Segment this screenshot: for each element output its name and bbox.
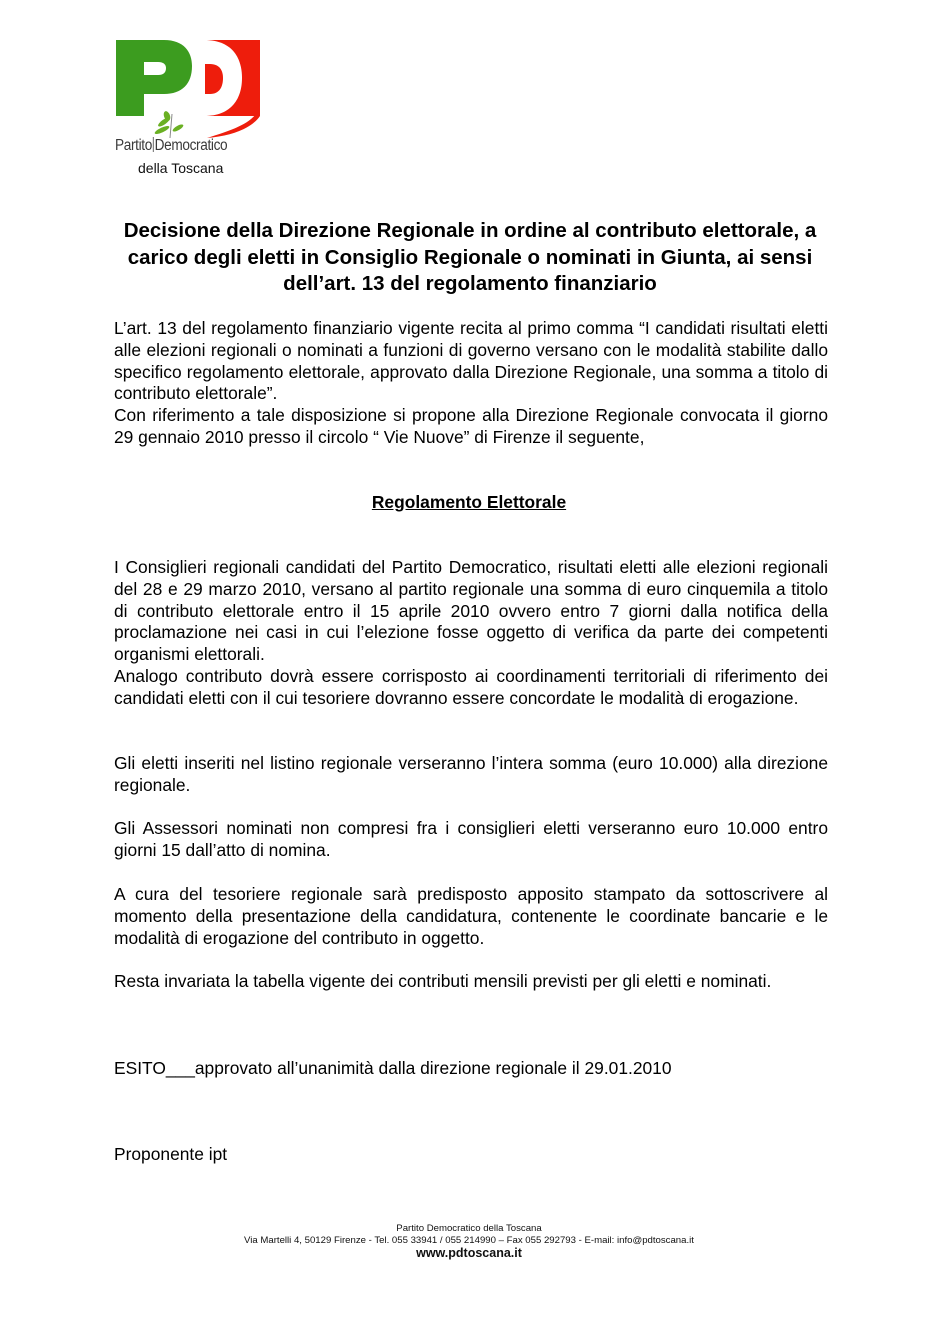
- outcome-text: ESITO___approvato all’unanimità dalla direzione regionale il 29.01.2010: [114, 1058, 672, 1078]
- proposer-line: [114, 1144, 828, 1166]
- regulation-paragraph-4: Gli Assessori nominati non compresi fra i consiglieri eletti verseranno euro 10.000 entro giorni 15 dall’atto di nomina.: [114, 818, 828, 860]
- table-paragraph: [114, 971, 828, 993]
- treasurer-paragraph: [114, 884, 828, 949]
- logo-subtitle: della Toscana: [138, 160, 224, 176]
- footer-org: Partito Democratico della Toscana: [396, 1223, 542, 1234]
- outcome-line: [114, 1058, 828, 1080]
- regulation-section: [114, 557, 828, 710]
- proposer-text: Proponente ipt: [114, 1144, 228, 1164]
- pd-logo-icon: [112, 38, 264, 138]
- regulation-paragraph-6: Resta invariata la tabella vigente dei contributi mensili previsti per gli eletti e nominati.: [114, 971, 772, 991]
- logo-separator: [153, 137, 154, 152]
- assessori-paragraph: [114, 818, 828, 862]
- footer-website-link[interactable]: www.pdtoscana.it: [416, 1246, 522, 1260]
- regulation-paragraph-5: A cura del tesoriere regionale sarà predisposto apposito stampato da sottoscrivere al momento della presentazione della candidatura, contenente le coordinate bancarie e le modalità di erogazione del contributo in oggetto.: [114, 884, 828, 948]
- document-title: Decisione della Direzione Regionale in ordine al contributo elettorale, a carico degli eletti in Consiglio Regionale o nominati in Giunta, ai sensi dell’art. 13 del regolamento finanziario: [123, 219, 817, 295]
- logo-brand-text: [115, 137, 247, 155]
- regulation-paragraph-2: Analogo contributo dovrà essere corrisposto ai coordinamenti territoriali di riferimento dei candidati eletti con il cui tesoriere dovranno essere concordate le modalità di erogazione.: [114, 665, 828, 708]
- intro-paragraph-2: Con riferimento a tale disposizione si propone alla Direzione Regionale convocata il giorno 29 gennaio 2010 presso il circolo “ Vie Nuove” di Firenze il seguente,: [114, 405, 828, 447]
- olive-branch-icon: [154, 110, 185, 138]
- party-logo: [112, 38, 264, 178]
- intro-paragraph-1: L’art. 13 del regolamento finanziario vigente recita al primo comma “I candidati risultati eletti alle elezioni regionali o nominati a funzioni di governo versano con le modalità stabilite dallo specifico regolamento elettorale, approvato dalla Direzione Regionale, una somma a titolo di contributo elettorale”.: [114, 318, 828, 404]
- regulation-paragraph-3: Gli eletti inseriti nel listino regionale verseranno l’intera somma (euro 10.000) alla direzione regionale.: [114, 753, 828, 795]
- logo-brand-left: Partito: [115, 137, 152, 154]
- listino-paragraph: [114, 753, 828, 797]
- regulation-paragraph-1: I Consiglieri regionali candidati del Partito Democratico, risultati eletti alle elezioni regionali del 28 e 29 marzo 2010, versano al partito regionale una somma di euro cinquemila a titolo di contributo elettorale entro il 15 aprile 2010 ovvero entro 7 giorni dalla notifica della proclamazione nei casi in cui l’elezione fosse oggetto di verifica da parte dei competenti organismi elettorali.: [114, 557, 828, 665]
- section-title: Regolamento Elettorale: [371, 492, 567, 512]
- footer-contact: Via Martelli 4, 50129 Firenze - Tel. 055 33941 / 055 214990 – Fax 055 292793 - E-mail: info@pdtoscana.it: [244, 1234, 694, 1246]
- logo-brand-right: Democratico: [154, 137, 228, 154]
- intro-section: [114, 318, 828, 449]
- page-footer: [0, 1223, 938, 1261]
